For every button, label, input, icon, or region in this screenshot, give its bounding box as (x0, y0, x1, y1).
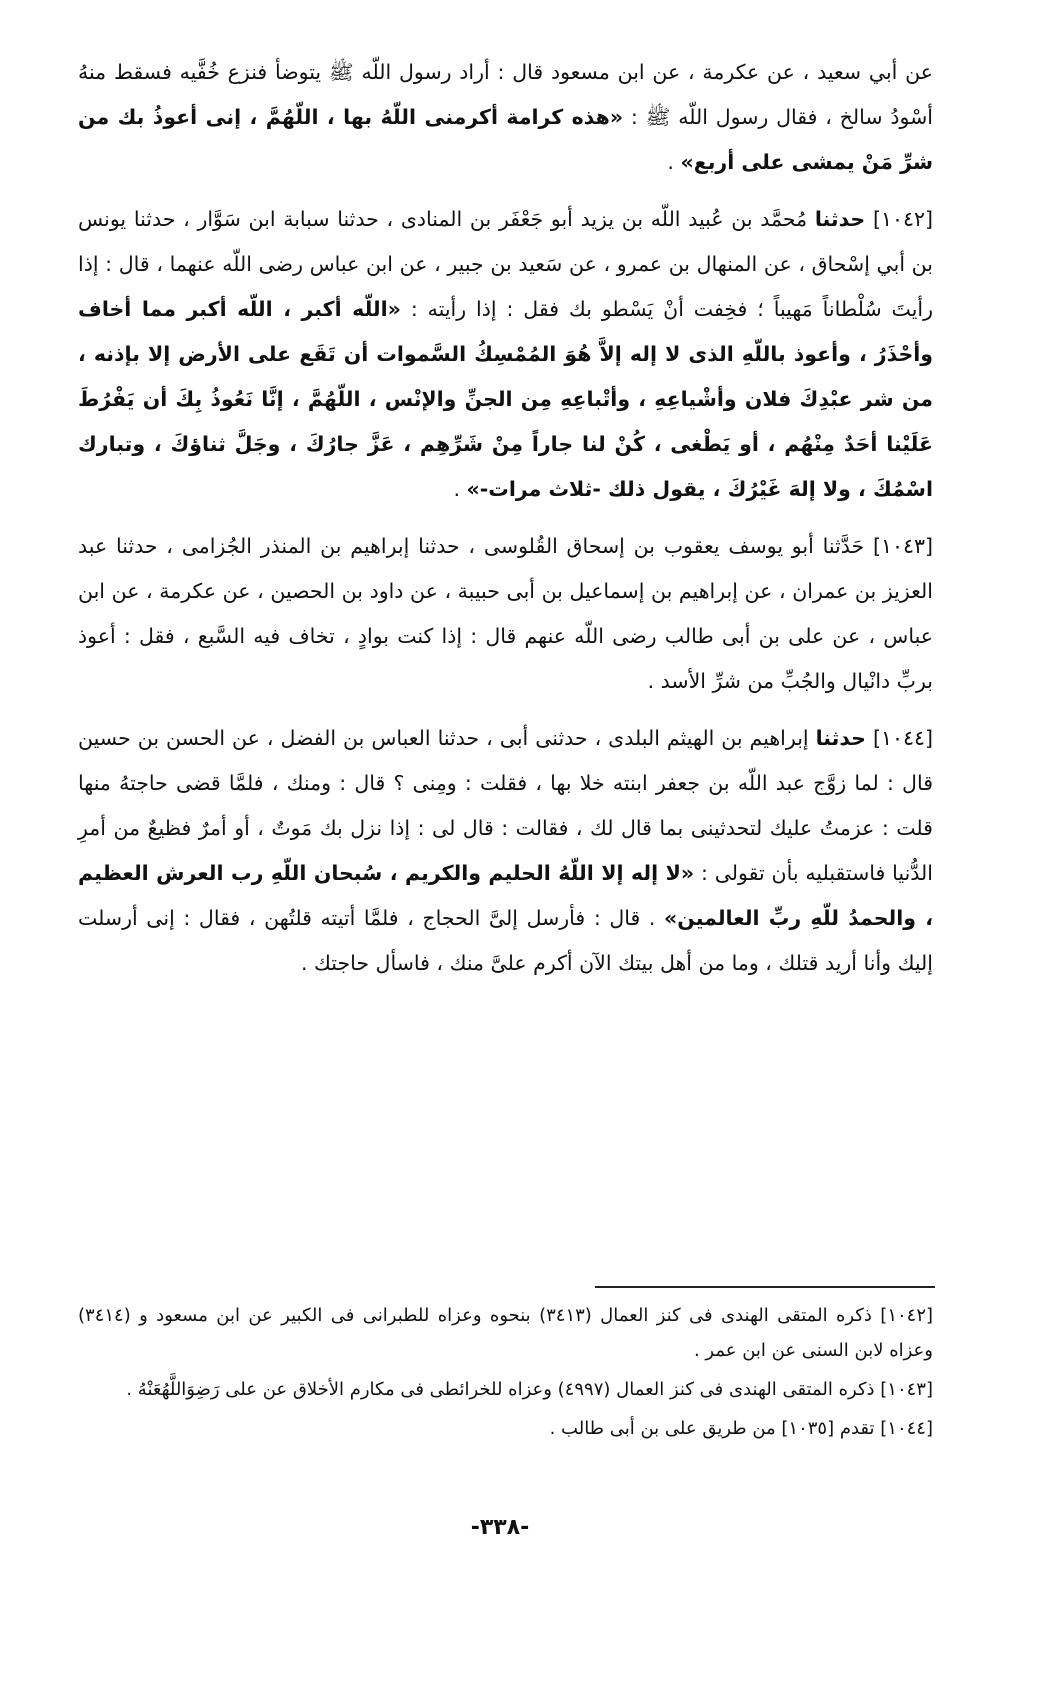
paragraph-1042 (78, 197, 933, 512)
paragraph-1043 (78, 524, 933, 704)
narration-text: . (667, 150, 681, 174)
footnote-1044: [١٠٤٤] تقدم [١٠٣٥] من طريق على بن أبى طالب . (549, 1418, 933, 1439)
narration-text: إبراهيم بن الهيثم البلدى ، حدثنى أبى ، حدثنا العباس بن الفضل ، عن الحسن بن حسين قال : لما زوَّج عبد اللّه بن جعفر ابنته خلا بها ، فقلت : ومِنى ؟ قال : ومنك ، فلمَّا قضى حاجتهُ منها قلت : عزمتُ عليك لتحدثينى بما قال لك ، فقالت : قال لى : إذا نزل بك مَوتٌ ، أو أمرٌ فظيعٌ من أمرِ الدُّنيا فاستقبليه بأن تقولى : (78, 726, 934, 885)
narration-text: . (453, 477, 467, 501)
footnotes (78, 1298, 933, 1450)
narration-text: مُحمَّد بن عُبيد اللّه بن يزيد أبو جَعْفَر بن المنادى ، حدثنا سبابة ابن سَوَّار ، حدثنا يونس بن أبي إسْحاق ، عن المنهال بن عمرو ، عن سَعيد بن جبير ، عن ابن عباس رضى اللّه عنهما ، قال : إذا رأيتَ سُلْطاناً مَهيباً ؛ فخِفت أنْ يَسْطو بك فقل : إذا رأيته : (78, 207, 933, 321)
narration-text: . قال : فأرسل إلىَّ الحجاج ، فلمَّا أتيته قلتُهن ، فقال : إنى أرسلت إليك وأنا أريد قتلك ، وما من أهل بيتك الآن أكرم علىَّ منك ، فاسأل حاجتك . (78, 906, 933, 975)
page-number: -٣٣٨- (470, 1515, 530, 1540)
paragraph-1041-continuation (78, 50, 933, 185)
footnote-1042: [١٠٤٢] ذكره المتقى الهندى فى كنز العمال (٣٤١٣) بنحوه وعزاه للطبرانى فى الكبير عن ابن مسعود و (٣٤١٤) وعزاه لابن السنى عن ابن عمر . (78, 1305, 934, 1361)
narration-text: حَدَّثنا أبو يوسف يعقوب بن إسحاق القُلوسى ، حدثنا إبراهيم بن المنذر الجُزامى ، حدثنا عبد العزيز بن عمران ، عن إبراهيم بن إسماعيل بن أبى حبيبة ، عن داود بن الحصين ، عن عكرمة ، عن ابن عباس ، عن على بن أبى طالب رضى اللّه عنهم قال : إذا كنت بوادٍ ، تخاف فيه السَّبع ، فقل : أعوذ بربِّ دانْيال والجُبِّ من شرِّ الأسد . (78, 534, 933, 693)
footnote-1043: [١٠٤٣] ذكره المتقى الهندى فى كنز العمال (٤٩٩٧) وعزاه للخرائطى فى مكارم الأخلاق عن على رَضِوَاللَّهُعَنْهُ . (126, 1379, 933, 1400)
narration-text: عن أبي سعيد ، عن عكرمة ، عن ابن مسعود قال : أراد رسول اللّه ﷺ يتوضأ فنزع خُفَّيه فسقط منهُ أسْودُ سالخ ، فقال رسول اللّه ﷺ : (78, 60, 933, 129)
hadith-number: [١٠٤٣] (872, 534, 933, 558)
supplication-text: «هذه كرامة أكرمنى اللّهُ بها ، اللّهُمَّ ، إنى أعوذُ بك من شرِّ مَنْ يمشى على أربع» (78, 105, 933, 174)
isnad-keyword: حدثنا (814, 207, 866, 231)
hadith-number: [١٠٤٢] (872, 207, 933, 231)
hadith-number: [١٠٤٤] (872, 726, 933, 750)
footnote-separator (595, 1286, 935, 1288)
supplication-text: «لا إله إلا اللّهُ الحليم والكريم ، سُبحان اللّهِ رب العرش العظيم ، والحمدُ للّهِ ربِّ العالمين» (78, 861, 933, 930)
paragraph-1044 (78, 716, 933, 986)
main-text (78, 50, 933, 998)
supplication-text: «اللّه أكبر ، اللّه أكبر مما أخاف وأحْذَرُ ، وأعوذ باللّهِ الذى لا إله إلاَّ هُوَ المُمْسِكُ السَّموات أن تَقَع على الأرض إلا بإذنه ، من شر عبْدِكَ فلان وأشْياعِهِ ، وأتْباعِهِ مِن الجنِّ والإنْس ، اللّهُمَّ ، إنَّا نَعُوذُ بِكَ أن يَفْرُطَ عَلَيْنا أحَدٌ مِنْهُم ، أو يَطْغى ، كُنْ لنا جاراً مِنْ شَرِّهِم ، عَزَّ جارُكَ ، وجَلَّ ثناؤكَ ، وتبارك اسْمُكَ ، ولا إلهَ غَيْرُكَ ، يقول ذلك -ثلاث مرات-» (78, 297, 933, 501)
isnad-keyword: حدثنا (815, 726, 866, 750)
